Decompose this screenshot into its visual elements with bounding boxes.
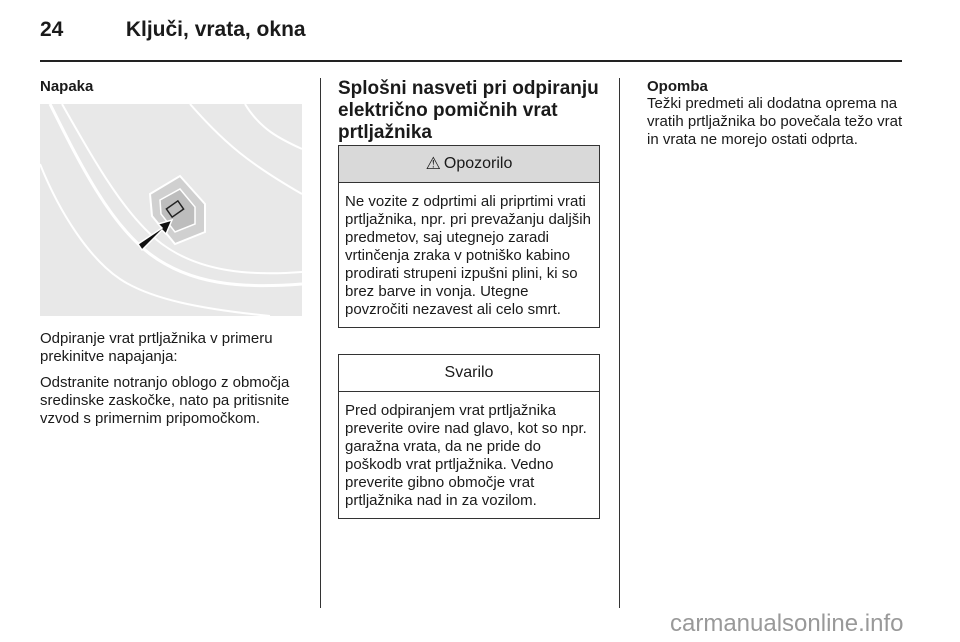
tailgate-latch-illustration — [40, 104, 302, 316]
warning-title-bar — [339, 146, 599, 183]
caution-box — [338, 354, 600, 519]
note-label: Opomba — [647, 78, 708, 95]
column-divider-2 — [619, 78, 620, 608]
note-text: Težki predmeti ali dodatna oprema na vratih prtljažnika bo povečala težo vrat in vrata ne morejo ostati odprta. — [647, 95, 903, 148]
page-header — [40, 18, 306, 42]
caution-title: Svarilo — [444, 364, 494, 381]
page-number: 24 — [40, 18, 64, 41]
caution-body: Pred odpiranjem vrat prtljažnika preverite ovire nad glavo, kot so npr. garažna vrata, da ne pride do poškodb vrat prtljažnika. Vedno preverite gibno območje vrat prtljažnika nad in za vozilom. — [345, 402, 587, 509]
caution-title-bar — [339, 355, 599, 392]
section-heading: Splošni nasveti pri odpiranju električno pomičnih vrat prtljažnika — [338, 78, 599, 143]
warning-box — [338, 145, 600, 328]
warning-triangle-icon: ⚠ — [425, 154, 441, 173]
left-paragraph-2: Odstranite notranjo oblogo z območja sredinske zaskočke, nato pa pritisnite vzvod s primernim pripomočkom. — [40, 374, 290, 427]
header-rule — [40, 60, 902, 62]
column-divider-1 — [320, 78, 321, 608]
warning-title: Opozorilo — [443, 155, 513, 172]
page-title: Ključi, vrata, okna — [125, 18, 306, 41]
warning-body: Ne vozite z odprtimi ali priprtimi vrati prtljažnika, npr. pri prevažanju daljših predmetov, saj utegnejo zaradi vrtinčenja zraka v potniško kabino prodirati strupeni izpušni plini, ki so brez barve in vonja. Utegne povzročiti nezavest ali celo smrt. — [345, 193, 591, 318]
left-paragraph-1: Odpiranje vrat prtljažnika v primeru prekinitve napajanja: — [40, 330, 273, 365]
left-label: Napaka — [40, 78, 94, 95]
watermark: carmanualsonline.info — [670, 610, 904, 637]
